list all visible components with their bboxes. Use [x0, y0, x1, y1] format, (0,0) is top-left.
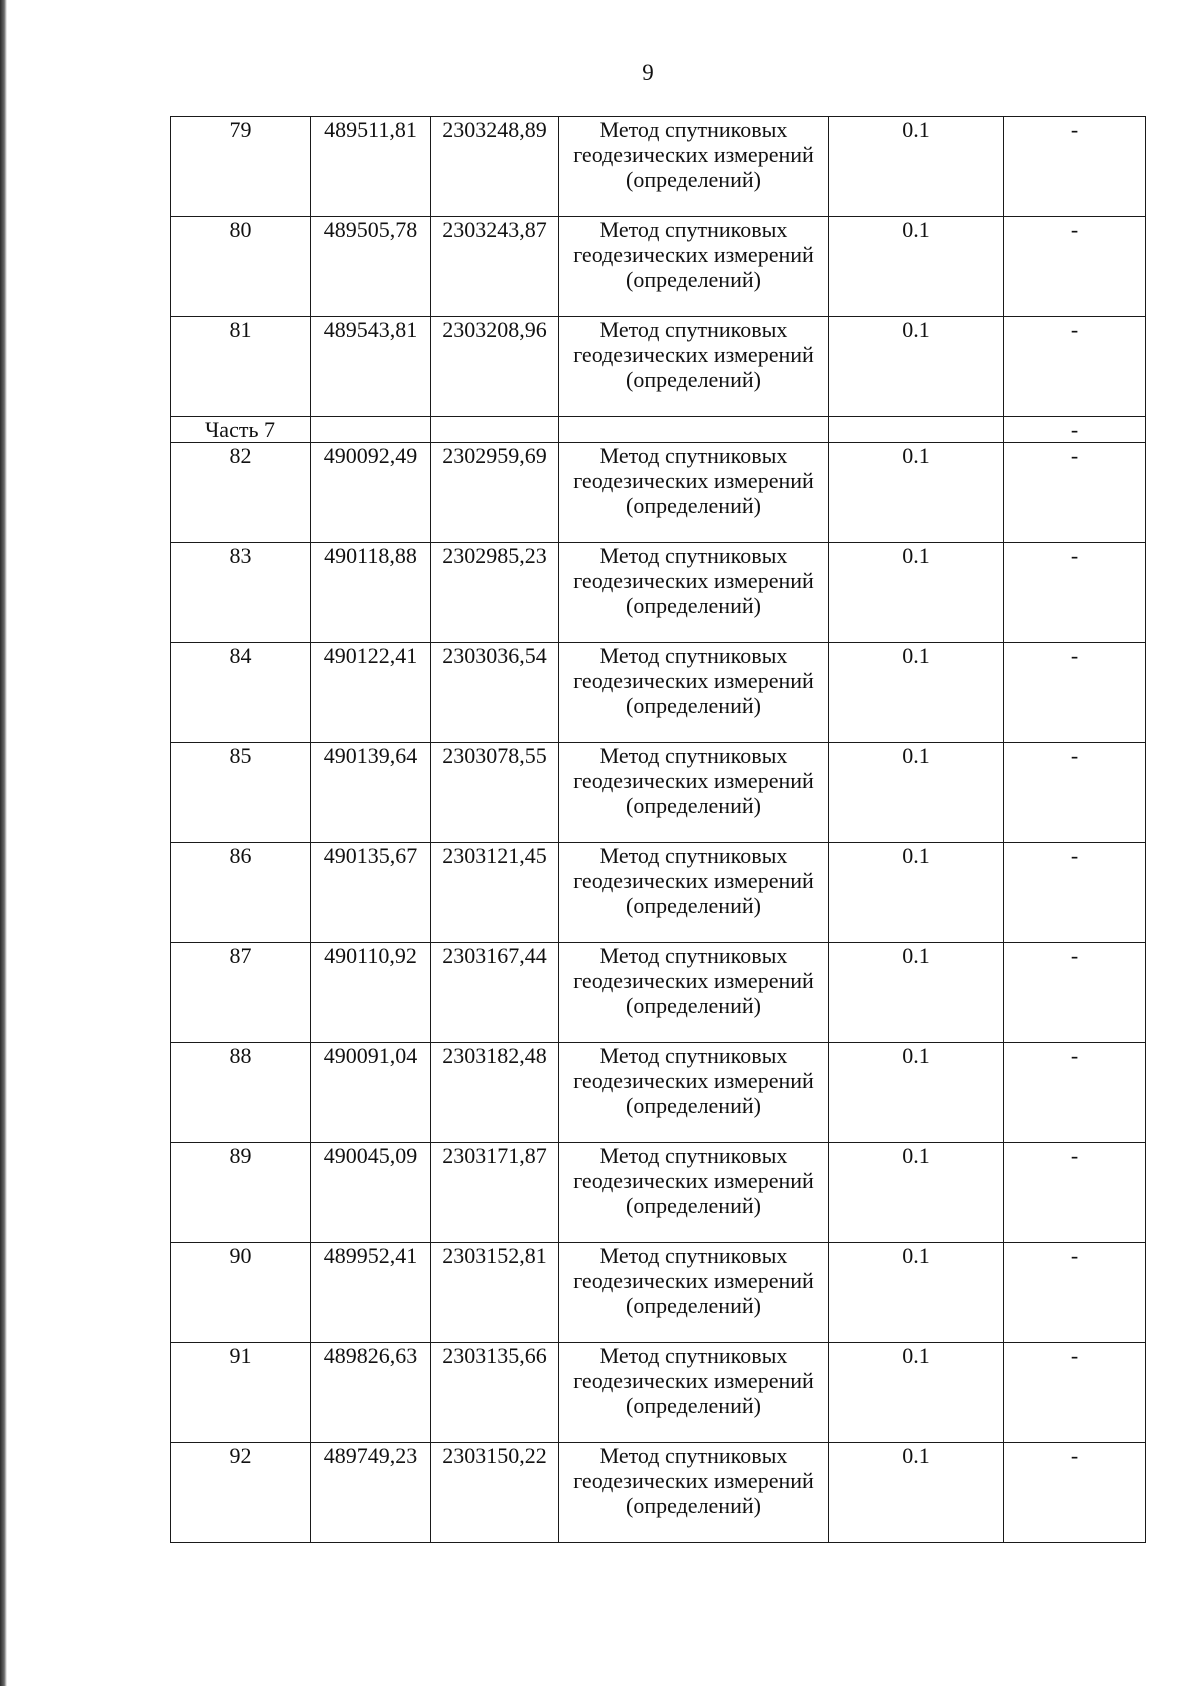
x-coordinate-cell: 489543,81 — [311, 317, 431, 417]
x-coordinate-cell: 489505,78 — [311, 217, 431, 317]
y-coordinate-cell: 2303150,22 — [431, 1443, 559, 1543]
empty-cell — [311, 417, 431, 443]
accuracy-cell: 0.1 — [829, 643, 1004, 743]
point-row — [171, 1243, 1146, 1343]
part-header-row — [171, 417, 1146, 443]
method-cell: Метод спутниковых геодезических измерений (определений) — [559, 117, 829, 217]
x-coordinate-cell: 490091,04 — [311, 1043, 431, 1143]
x-coordinate-cell: 490135,67 — [311, 843, 431, 943]
method-cell: Метод спутниковых геодезических измерений (определений) — [559, 1243, 829, 1343]
x-coordinate-cell: 490139,64 — [311, 743, 431, 843]
y-coordinate-cell: 2302985,23 — [431, 543, 559, 643]
accuracy-cell: 0.1 — [829, 317, 1004, 417]
y-coordinate-cell: 2302959,69 — [431, 443, 559, 543]
point-number-cell: 88 — [171, 1043, 311, 1143]
note-cell: - — [1004, 543, 1146, 643]
x-coordinate-cell: 489511,81 — [311, 117, 431, 217]
y-coordinate-cell: 2303152,81 — [431, 1243, 559, 1343]
note-cell: - — [1004, 217, 1146, 317]
note-cell: - — [1004, 1243, 1146, 1343]
method-cell: Метод спутниковых геодезических измерений (определений) — [559, 317, 829, 417]
note-cell: - — [1004, 843, 1146, 943]
coordinates-table — [170, 116, 1146, 1543]
accuracy-cell: 0.1 — [829, 843, 1004, 943]
point-number-cell: 85 — [171, 743, 311, 843]
accuracy-cell: 0.1 — [829, 443, 1004, 543]
point-number-cell: 92 — [171, 1443, 311, 1543]
point-number-cell: 86 — [171, 843, 311, 943]
accuracy-cell: 0.1 — [829, 117, 1004, 217]
coordinates-table-body — [171, 117, 1146, 1543]
point-row — [171, 543, 1146, 643]
point-number-cell: 91 — [171, 1343, 311, 1443]
x-coordinate-cell: 489749,23 — [311, 1443, 431, 1543]
note-cell: - — [1004, 1443, 1146, 1543]
method-cell: Метод спутниковых геодезических измерений (определений) — [559, 1043, 829, 1143]
accuracy-cell: 0.1 — [829, 743, 1004, 843]
y-coordinate-cell: 2303167,44 — [431, 943, 559, 1043]
y-coordinate-cell: 2303208,96 — [431, 317, 559, 417]
x-coordinate-cell: 489826,63 — [311, 1343, 431, 1443]
point-row — [171, 443, 1146, 543]
note-cell: - — [1004, 1343, 1146, 1443]
note-cell: - — [1004, 317, 1146, 417]
point-number-cell: 90 — [171, 1243, 311, 1343]
note-cell: - — [1004, 443, 1146, 543]
point-number-cell: 89 — [171, 1143, 311, 1243]
part-label-cell: Часть 7 — [171, 417, 311, 443]
accuracy-cell: 0.1 — [829, 1443, 1004, 1543]
point-number-cell: 83 — [171, 543, 311, 643]
scan-edge-shadow — [0, 0, 7, 1686]
x-coordinate-cell: 490110,92 — [311, 943, 431, 1043]
point-row — [171, 1343, 1146, 1443]
x-coordinate-cell: 490092,49 — [311, 443, 431, 543]
point-row — [171, 117, 1146, 217]
x-coordinate-cell: 490122,41 — [311, 643, 431, 743]
point-row — [171, 317, 1146, 417]
y-coordinate-cell: 2303078,55 — [431, 743, 559, 843]
y-coordinate-cell: 2303171,87 — [431, 1143, 559, 1243]
method-cell: Метод спутниковых геодезических измерений (определений) — [559, 843, 829, 943]
point-number-cell: 87 — [171, 943, 311, 1043]
method-cell: Метод спутниковых геодезических измерений (определений) — [559, 217, 829, 317]
method-cell: Метод спутниковых геодезических измерений (определений) — [559, 1443, 829, 1543]
note-cell: - — [1004, 943, 1146, 1043]
accuracy-cell: 0.1 — [829, 543, 1004, 643]
point-number-cell: 79 — [171, 117, 311, 217]
page-number: 9 — [642, 60, 654, 85]
y-coordinate-cell: 2303248,89 — [431, 117, 559, 217]
x-coordinate-cell: 489952,41 — [311, 1243, 431, 1343]
x-coordinate-cell: 490118,88 — [311, 543, 431, 643]
note-cell: - — [1004, 743, 1146, 843]
point-row — [171, 743, 1146, 843]
method-cell: Метод спутниковых геодезических измерений (определений) — [559, 1343, 829, 1443]
y-coordinate-cell: 2303182,48 — [431, 1043, 559, 1143]
method-cell: Метод спутниковых геодезических измерений (определений) — [559, 643, 829, 743]
point-row — [171, 1143, 1146, 1243]
y-coordinate-cell: 2303135,66 — [431, 1343, 559, 1443]
note-cell: - — [1004, 643, 1146, 743]
method-cell: Метод спутниковых геодезических измерений (определений) — [559, 743, 829, 843]
accuracy-cell: 0.1 — [829, 1343, 1004, 1443]
method-cell: Метод спутниковых геодезических измерений (определений) — [559, 543, 829, 643]
accuracy-cell: 0.1 — [829, 217, 1004, 317]
note-cell: - — [1004, 417, 1146, 443]
y-coordinate-cell: 2303121,45 — [431, 843, 559, 943]
empty-cell — [431, 417, 559, 443]
point-row — [171, 217, 1146, 317]
y-coordinate-cell: 2303036,54 — [431, 643, 559, 743]
point-number-cell: 82 — [171, 443, 311, 543]
point-row — [171, 1043, 1146, 1143]
point-row — [171, 643, 1146, 743]
accuracy-cell: 0.1 — [829, 1243, 1004, 1343]
note-cell: - — [1004, 1143, 1146, 1243]
accuracy-cell: 0.1 — [829, 1043, 1004, 1143]
point-number-cell: 84 — [171, 643, 311, 743]
empty-cell — [559, 417, 829, 443]
note-cell: - — [1004, 1043, 1146, 1143]
point-row — [171, 1443, 1146, 1543]
note-cell: - — [1004, 117, 1146, 217]
method-cell: Метод спутниковых геодезических измерений (определений) — [559, 443, 829, 543]
point-number-cell: 81 — [171, 317, 311, 417]
accuracy-cell: 0.1 — [829, 943, 1004, 1043]
point-row — [171, 943, 1146, 1043]
method-cell: Метод спутниковых геодезических измерений (определений) — [559, 943, 829, 1043]
accuracy-cell: 0.1 — [829, 1143, 1004, 1243]
empty-cell — [829, 417, 1004, 443]
x-coordinate-cell: 490045,09 — [311, 1143, 431, 1243]
point-number-cell: 80 — [171, 217, 311, 317]
method-cell: Метод спутниковых геодезических измерений (определений) — [559, 1143, 829, 1243]
point-row — [171, 843, 1146, 943]
y-coordinate-cell: 2303243,87 — [431, 217, 559, 317]
